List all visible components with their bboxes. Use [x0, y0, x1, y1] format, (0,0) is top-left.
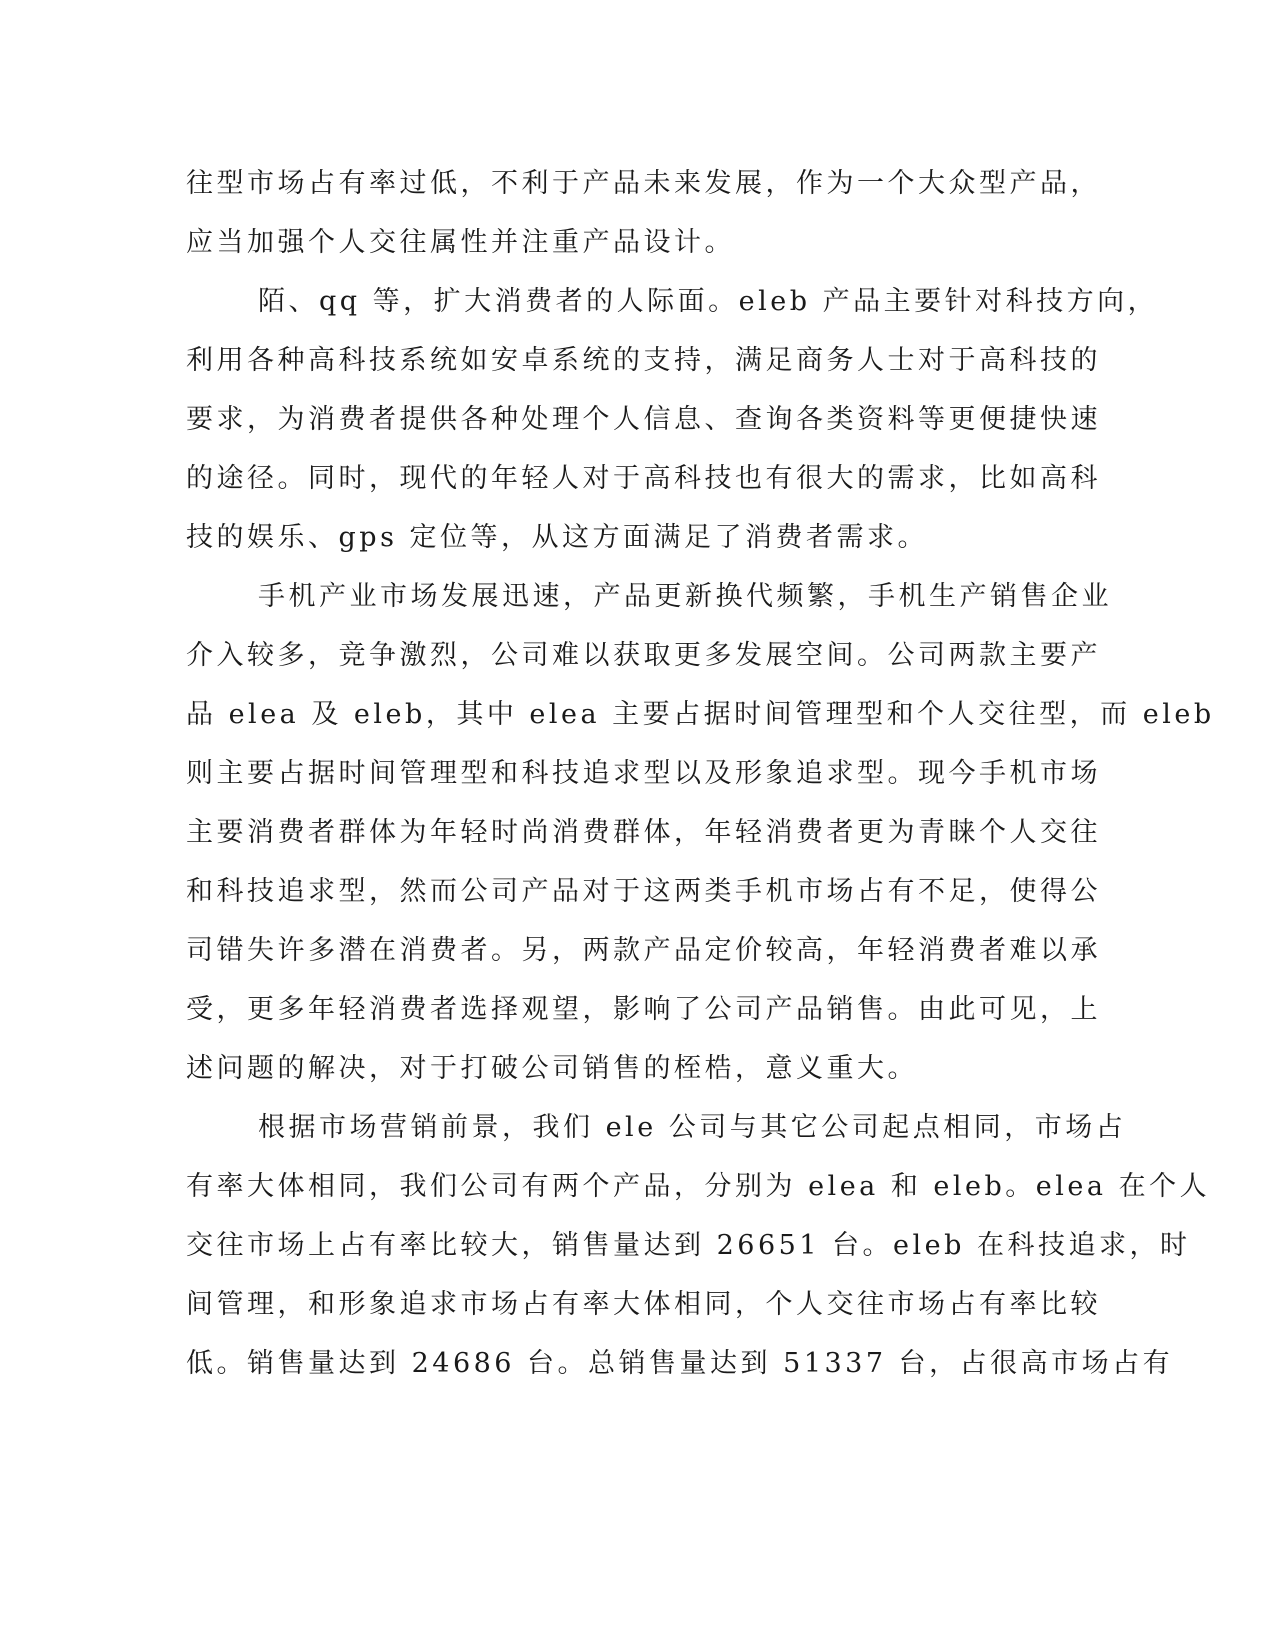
text-line: 则主要占据时间管理型和科技追求型以及形象追求型。现今手机市场 [186, 758, 1101, 789]
text-line: 有率大体相同，我们公司有两个产品，分别为 elea 和 eleb。elea 在个人 [186, 1171, 1211, 1202]
paragraph-2 [186, 282, 1159, 577]
text-line: 手机产业市场发展迅速，产品更新换代频繁，手机生产销售企业 [258, 581, 1112, 612]
text-line: 应当加强个人交往属性并注重产品设计。 [186, 227, 735, 258]
text-line: 品 elea 及 eleb，其中 elea 主要占据时间管理型和个人交往型，而 eleb [186, 699, 1215, 730]
text-line: 的途径。同时，现代的年轻人对于高科技也有很大的需求，比如高科 [186, 463, 1101, 494]
text-line: 低。销售量达到 24686 台。总销售量达到 51337 台，占很高市场占有 [186, 1348, 1174, 1379]
paragraph-4 [186, 1108, 1211, 1403]
text-line: 往型市场占有率过低，不利于产品未来发展，作为一个大众型产品， [186, 168, 1101, 199]
text-line: 利用各种高科技系统如安卓系统的支持，满足商务人士对于高科技的 [186, 345, 1101, 376]
text-line: 要求，为消费者提供各种处理个人信息、查询各类资料等更便捷快速 [186, 404, 1101, 435]
text-line: 陌、qq 等，扩大消费者的人际面。eleb 产品主要针对科技方向， [258, 286, 1159, 317]
text-line: 主要消费者群体为年轻时尚消费群体，年轻消费者更为青睐个人交往 [186, 817, 1101, 848]
paragraph-1 [186, 164, 1101, 282]
text-line: 受，更多年轻消费者选择观望，影响了公司产品销售。由此可见，上 [186, 994, 1101, 1025]
text-line: 介入较多，竞争激烈，公司难以获取更多发展空间。公司两款主要产 [186, 640, 1101, 671]
text-line: 述问题的解决，对于打破公司销售的桎梏，意义重大。 [186, 1053, 918, 1084]
text-line: 根据市场营销前景，我们 ele 公司与其它公司起点相同，市场占 [258, 1112, 1127, 1143]
body-text [186, 164, 1215, 1403]
text-line: 司错失许多潜在消费者。另，两款产品定价较高，年轻消费者难以承 [186, 935, 1101, 966]
text-line: 技的娱乐、gps 定位等，从这方面满足了消费者需求。 [186, 522, 929, 553]
paragraph-3 [186, 577, 1215, 1108]
text-line: 和科技追求型，然而公司产品对于这两类手机市场占有不足，使得公 [186, 876, 1101, 907]
text-line: 间管理，和形象追求市场占有率大体相同，个人交往市场占有率比较 [186, 1289, 1101, 1320]
text-line: 交往市场上占有率比较大，销售量达到 26651 台。eleb 在科技追求，时 [186, 1230, 1191, 1261]
